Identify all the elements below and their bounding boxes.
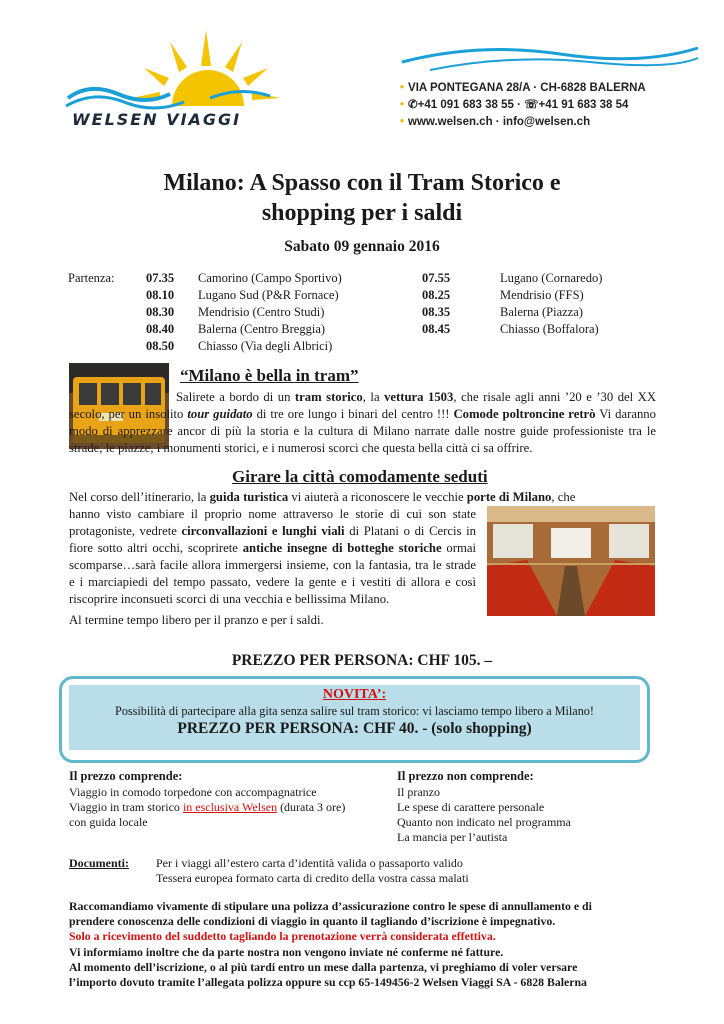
company-logo xyxy=(60,28,290,138)
departure-row: 08.25 Mendrisio (FFS) xyxy=(422,288,584,302)
includes-item: Viaggio in comodo torpedone con accompagnatrice xyxy=(69,785,317,799)
website-link[interactable]: www.welsen.ch xyxy=(408,116,493,128)
bullet-icon: • xyxy=(400,116,405,128)
novita-text: Possibilità di partecipare alla gita senza salire sul tram storico: vi lasciamo tempo libero a Milano! xyxy=(115,704,594,718)
section-seated-text: hanno visto cambiare il proprio nome attraverso le storie di cui son state protagoniste, vedrete circonvallazioni e lunghi viali di Platani o di Cercis in fiore sotto altri occhi, scoprirete antiche insegne di botteghe storiche ormai scomparse…sarà facile allora immergersi insieme, con la fantasia, tra le strade e i marciapiedi del tempo passato, vedere la gente e i vestiti di allora e così riscoprire inconsueti scorci di una vecchia e bellissima Milano. xyxy=(69,507,476,606)
email-link[interactable]: info@welsen.ch xyxy=(502,116,591,128)
departure-row: 08.10 Lugano Sud (P&R Fornace) xyxy=(146,288,339,302)
departure-row: 08.45 Chiasso (Boffalora) xyxy=(422,322,599,336)
price-includes xyxy=(69,768,389,830)
web-line: • www.welsen.ch · info@welsen.ch xyxy=(400,116,591,128)
contact-block xyxy=(400,80,700,131)
wave-decoration-icon xyxy=(400,40,700,72)
departure-row: 07.55 Lugano (Cornaredo) xyxy=(422,271,603,285)
departure-row: 08.40 Balerna (Centro Breggia) xyxy=(146,322,326,336)
excludes-item: Le spese di carattere personale xyxy=(397,800,545,814)
section-tram-text: Salirete a bordo di un tram storico, la vettura 1503, che risale agli anni ’20 e ’30 del XX secolo, per un insolito tour guidato di tre ore lungo i binari del centro !!! Comode poltroncine retrò Vi daranno modo di apprezzare ancor di più la storia e la cultura di Milano narrate dalle nostre guide professioniste tra le strade, le piazze, i monumenti storici, e i numerosi scorci che questa bella città ci sa offrire. xyxy=(69,390,656,455)
excludes-item: La mancia per l’autista xyxy=(397,830,508,844)
excludes-item: Il pranzo xyxy=(397,785,440,799)
phone-icon: ✆ xyxy=(408,99,418,111)
excludes-item: Quanto non indicato nel programma xyxy=(397,815,571,829)
excludes-heading: Il prezzo non comprende: xyxy=(397,769,534,783)
departure-row: 08.35 Balerna (Piazza) xyxy=(422,305,583,319)
footer-notes: Raccomandiamo vivamente di stipulare una polizza d’assicurazione contro le spese di annullamento e di prendere conoscenza delle condizioni di viaggio in quanto il tagliando d’iscrizione è impegnativo. Solo a ricevimento del suddetto tagliando la prenotazione verrà considerata effettiva. Vi informiamo inoltre che da parte nostra non vengono inviate né conferme né fatture. Al momento dell’iscrizione, o al più tardi entro un mese dalla partenza, vi preghiamo di voler versare l’importo dovuto tramite l’allegata polizza oppure su ccp 65-149456-2 Welsen Viaggi SA - 6828 Balerna xyxy=(69,899,592,990)
section-heading-tram: “Milano è bella in tram” xyxy=(180,366,359,385)
section-seated-last: Al termine tempo libero per il pranzo e per i saldi. xyxy=(69,613,324,627)
page-title: Milano: A Spasso con il Tram Storico e shopping per i saldi xyxy=(163,170,561,226)
section-heading-seated: Girare la città comodamente seduti xyxy=(232,467,488,486)
price-main: PREZZO PER PERSONA: CHF 105. – xyxy=(231,652,493,669)
departure-row: 08.50 Chiasso (Via degli Albrici) xyxy=(146,339,333,353)
departures-left xyxy=(146,270,406,355)
section-seated-first-line: Nel corso dell’itinerario, la guida turistica vi aiuterà a riconoscere le vecchie porte di Milano, che xyxy=(69,490,576,504)
documents-text: Per i viaggi all’estero carta d’identità valida o passaporto valido Tessera europea formato carta di credito della vostra cassa malati xyxy=(156,856,469,885)
documents-label: Documenti: xyxy=(69,856,129,870)
includes-heading: Il prezzo comprende: xyxy=(69,769,183,783)
includes-item: Viaggio in tram storico in esclusiva Welsen (durata 3 ore) xyxy=(69,800,346,814)
novita-title: NOVITA’: xyxy=(322,687,387,702)
novita-price: PREZZO PER PERSONA: CHF 40. - (solo shopping) xyxy=(177,720,532,737)
phone-line: • ✆+41 091 683 38 55 · ☏+41 91 683 38 54 xyxy=(400,99,629,111)
price-excludes xyxy=(397,768,677,845)
bullet-icon: • xyxy=(400,99,405,111)
trip-date: Sabato 09 gennaio 2016 xyxy=(284,238,440,255)
includes-item: con guida locale xyxy=(69,815,148,829)
fax-icon: ☏ xyxy=(524,99,539,111)
departure-row: 08.30 Mendrisio (Centro Studi) xyxy=(146,305,325,319)
address-line: • VIA PONTEGANA 28/A · CH-6828 BALERNA xyxy=(400,82,646,94)
tram-interior-photo xyxy=(487,506,655,616)
logo-text: WELSEN VIAGGI xyxy=(72,110,242,129)
departures-right xyxy=(422,270,682,338)
bullet-icon: • xyxy=(400,82,405,94)
departure-row: 07.35 Camorino (Campo Sportivo) xyxy=(146,271,342,285)
novita-inner xyxy=(69,685,640,750)
departure-label: Partenza: xyxy=(68,271,115,285)
